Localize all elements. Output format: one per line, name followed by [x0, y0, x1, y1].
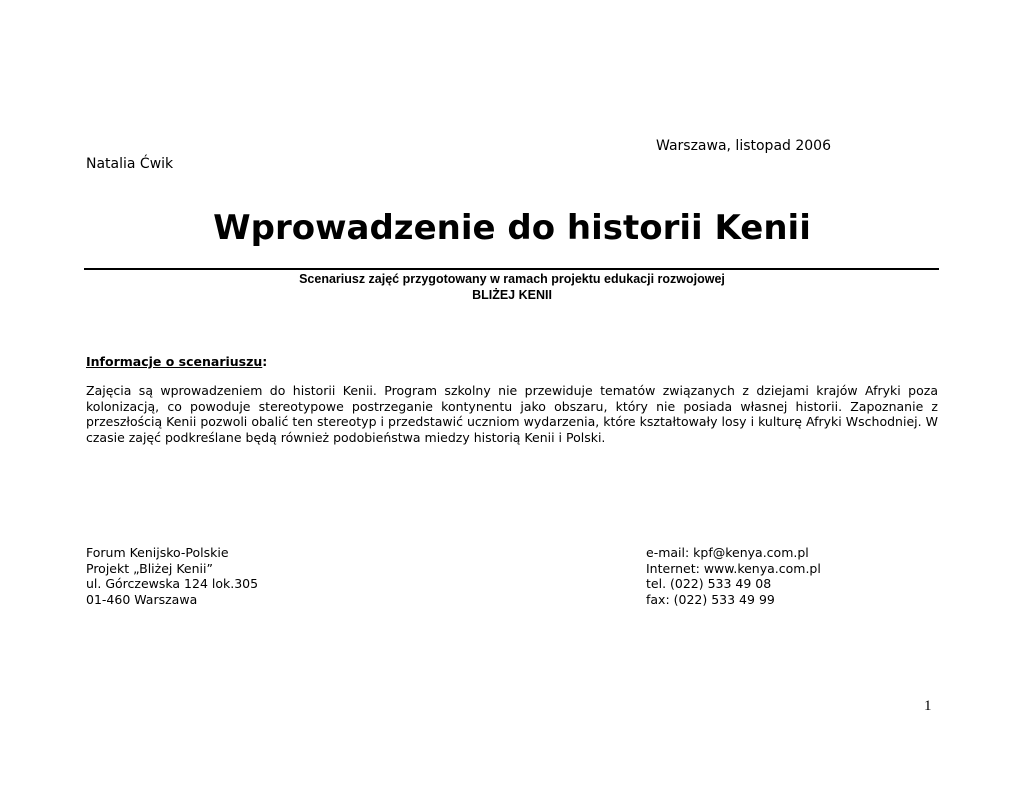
- document-subtitle: [0, 271, 1024, 303]
- info-heading-text: Informacje o scenariuszu: [86, 354, 263, 369]
- footer-contact: [646, 545, 821, 607]
- title-divider: [84, 268, 939, 270]
- page-number: 1: [924, 698, 932, 714]
- author-name: Natalia Ćwik: [86, 156, 174, 172]
- footer-address-line: ul. Górczewska 124 lok.305: [86, 576, 259, 591]
- footer-fax: fax: (022) 533 49 99: [646, 591, 775, 607]
- footer-email: e-mail: kpf@kenya.com.pl: [646, 545, 809, 560]
- footer-phone: tel. (022) 533 49 08: [646, 576, 772, 591]
- footer-address-line: 01-460 Warszawa: [86, 591, 198, 607]
- subtitle-line-2: BLIŻEJ KENII: [472, 288, 552, 302]
- subtitle-line-1: Scenariusz zajęć przygotowany w ramach projektu edukacji rozwojowej: [299, 272, 725, 286]
- footer-website: Internet: www.kenya.com.pl: [646, 560, 821, 576]
- footer-address-line: Projekt „Bliżej Kenii”: [86, 560, 213, 576]
- footer-address-line: Forum Kenijsko-Polskie: [86, 545, 229, 560]
- info-heading-colon: :: [262, 354, 268, 369]
- info-heading: [86, 354, 267, 369]
- document-title: Wprowadzenie do historii Kenii: [213, 208, 811, 248]
- info-paragraph: Zajęcia są wprowadzeniem do historii Kenii. Program szkolny nie przewiduje tematów związanych z dziejami krajów Afryki poza kolonizacją, co powoduje stereotypowe postrzeganie kontynentu jako obszaru, który nie posiada własnej historii. Zapoznanie z przeszłością Kenii pozwoli obalić ten stereotyp i przedstawić uczniom wydarzenia, które kształtowały losy i kulturę Afryki Wschodniej. W czasie zajęć podkreślane będą również podobieństwa miedzy historią Kenii i Polski.: [86, 383, 938, 445]
- place-date: Warszawa, listopad 2006: [656, 138, 831, 154]
- footer-address: [86, 545, 258, 607]
